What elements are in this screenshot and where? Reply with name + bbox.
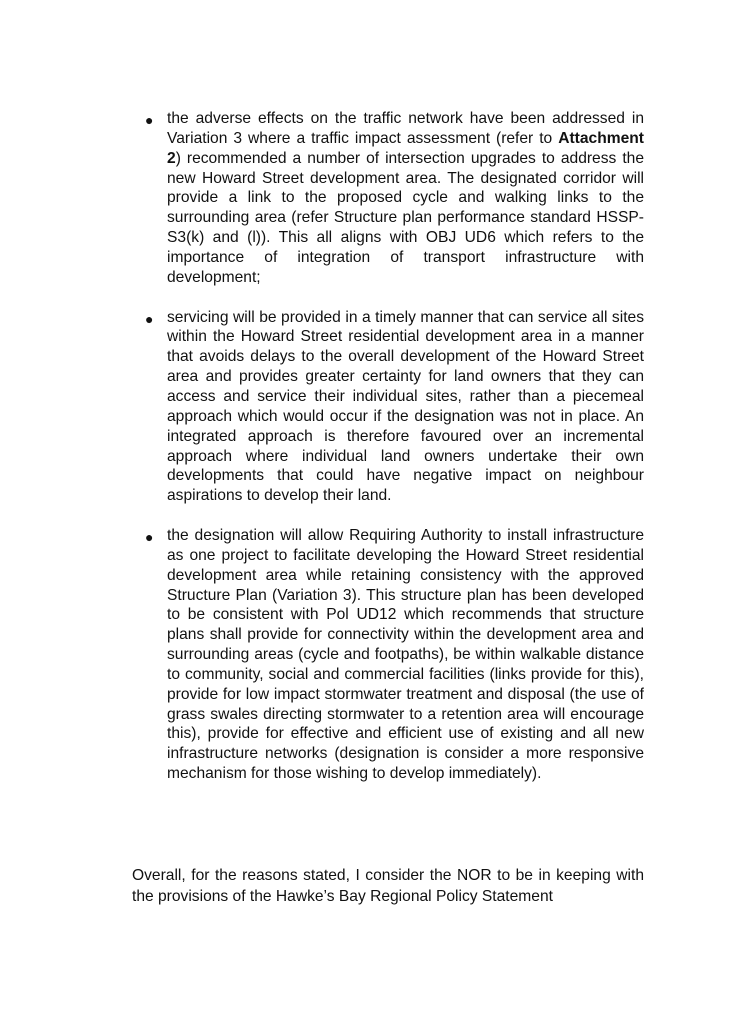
bullet-text-part: ) recommended a number of intersection upgrades to address the new Howard Street development area. The designated corridor will provide a link to the proposed cycle and walking links to the surrounding area (refer Structure plan performance standard HSSP-S3(k) and (l)). This all aligns with OBJ UD6 which refers to the importance of integration of transport infrastructure with development; (167, 149, 644, 286)
bullet-icon: ● (145, 529, 154, 546)
attachment-reference: Attachment 2 (167, 129, 644, 167)
bullet-text (167, 109, 644, 288)
bullet-list (142, 109, 644, 804)
bullet-icon: ● (145, 310, 154, 327)
bullet-item-traffic (142, 109, 644, 288)
bullet-text-part: the adverse effects on the traffic network have been addressed in Variation 3 where a traffic impact assessment (refer to (167, 110, 644, 147)
bullet-item-designation (142, 526, 644, 784)
bullet-text: servicing will be provided in a timely manner that can service all sites within the Howard Street residential development area in a manner that avoids delays to the overall development of the Howard Street area and provides greater certainty for land owners that they can access and service their individual sites, rather than a piecemeal approach which would occur if the designation was not in place. An integrated approach is therefore favoured over an incremental approach where individual land owners undertake their own developments that could have negative impact on neighbour aspirations to develop their land. (167, 308, 644, 505)
bullet-icon: ● (145, 112, 154, 128)
bullet-text: the designation will allow Requiring Authority to install infrastructure as one project to facilitate developing the Howard Street residential development area while retaining consistency with the approved Structure Plan (Variation 3). This structure plan has been developed to be consistent with Pol UD12 which recommends that structure plans shall provide for connectivity within the development area and surrounding areas (cycle and footpaths), be within walkable distance to community, social and commercial facilities (links provide for this), provide for low impact stormwater treatment and disposal (the use of grass swales directing stormwater to a retention area will encourage this), provide for effective and efficient use of existing and all new infrastructure networks (designation is consider a more responsive mechanism for those wishing to develop immediately). (167, 527, 644, 783)
bullet-item-servicing (142, 308, 644, 506)
closing-paragraph: Overall, for the reasons stated, I consider the NOR to be in keeping with the provisions of the Hawke’s Bay Regional Policy Statement (132, 867, 644, 905)
